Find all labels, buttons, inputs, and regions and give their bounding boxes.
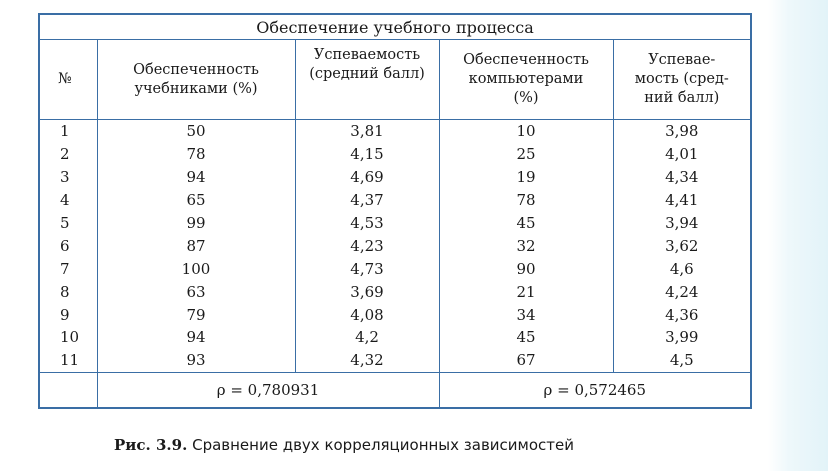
books-percent-cell: 99 — [97, 212, 295, 235]
performance-2-cell: 3,62 — [613, 234, 751, 257]
computers-percent-cell: 90 — [439, 257, 613, 280]
row-number-cell: 6 — [39, 234, 97, 257]
table-title: Обеспечение учебного процесса — [39, 14, 751, 40]
header-perf2-line: ний балл) — [644, 90, 720, 106]
table-container — [38, 13, 750, 409]
computers-percent-cell: 19 — [439, 166, 613, 189]
performance-1-cell: 4,15 — [295, 143, 439, 166]
header-computers-line: Обеспеченность — [463, 52, 589, 68]
table-row — [39, 303, 751, 326]
performance-2-cell: 4,41 — [613, 189, 751, 212]
performance-1-cell: 4,69 — [295, 166, 439, 189]
row-number-cell: 4 — [39, 189, 97, 212]
header-perf2-line: Успевае- — [648, 52, 716, 68]
computers-percent-cell: 21 — [439, 280, 613, 303]
performance-2-cell: 4,5 — [613, 349, 751, 372]
row-number-cell: 8 — [39, 280, 97, 303]
computers-percent-cell: 34 — [439, 303, 613, 326]
performance-2-cell: 4,01 — [613, 143, 751, 166]
table-row — [39, 257, 751, 280]
books-percent-cell: 94 — [97, 326, 295, 349]
computers-percent-cell: 32 — [439, 234, 613, 257]
computers-percent-cell: 45 — [439, 212, 613, 235]
performance-2-cell: 4,6 — [613, 257, 751, 280]
header-row — [39, 40, 751, 120]
books-percent-cell: 87 — [97, 234, 295, 257]
header-computers-line: (%) — [513, 90, 539, 106]
row-number-cell: 9 — [39, 303, 97, 326]
performance-1-cell: 4,73 — [295, 257, 439, 280]
table-row — [39, 234, 751, 257]
computers-percent-cell: 45 — [439, 326, 613, 349]
table-row — [39, 212, 751, 235]
row-number-cell: 11 — [39, 349, 97, 372]
books-percent-cell: 93 — [97, 349, 295, 372]
header-books-line: Обеспеченность — [133, 61, 259, 78]
books-percent-cell: 63 — [97, 280, 295, 303]
header-perf1-line: (средний балл) — [309, 66, 425, 82]
correlation-books: ρ = 0,780931 — [97, 372, 439, 408]
caption-text: Сравнение двух корреляционных зависимостей — [192, 436, 575, 454]
header-computers-line: компьютерами — [468, 71, 584, 87]
computers-percent-cell: 10 — [439, 120, 613, 143]
performance-1-cell: 3,69 — [295, 280, 439, 303]
performance-2-cell: 3,98 — [613, 120, 751, 143]
header-number: № — [39, 40, 97, 120]
performance-1-cell: 4,53 — [295, 212, 439, 235]
row-number-cell: 7 — [39, 257, 97, 280]
computers-percent-cell: 78 — [439, 189, 613, 212]
data-table — [38, 13, 752, 409]
correlation-empty-cell — [39, 372, 97, 408]
page-edge-tint — [768, 0, 828, 471]
books-percent-cell: 100 — [97, 257, 295, 280]
performance-1-cell: 4,32 — [295, 349, 439, 372]
performance-1-cell: 4,23 — [295, 234, 439, 257]
books-percent-cell: 65 — [97, 189, 295, 212]
row-number-cell: 3 — [39, 166, 97, 189]
table-row — [39, 166, 751, 189]
correlation-computers: ρ = 0,572465 — [439, 372, 751, 408]
performance-2-cell: 3,99 — [613, 326, 751, 349]
table-row — [39, 349, 751, 372]
caption-label: Рис. 3.9. — [114, 436, 188, 454]
header-books-line: учебниками (%) — [134, 80, 258, 97]
table-row — [39, 326, 751, 349]
header-perf2-line: мость (сред- — [634, 71, 729, 87]
performance-1-cell: 4,08 — [295, 303, 439, 326]
performance-2-cell: 4,34 — [613, 166, 751, 189]
header-performance-2 — [613, 40, 751, 120]
row-number-cell: 1 — [39, 120, 97, 143]
computers-percent-cell: 25 — [439, 143, 613, 166]
header-computers — [439, 40, 613, 120]
performance-1-cell: 4,2 — [295, 326, 439, 349]
performance-2-cell: 3,94 — [613, 212, 751, 235]
table-row — [39, 280, 751, 303]
table-row — [39, 143, 751, 166]
row-number-cell: 10 — [39, 326, 97, 349]
header-performance-1 — [295, 40, 439, 120]
performance-1-cell: 3,81 — [295, 120, 439, 143]
table-row — [39, 120, 751, 143]
header-books — [97, 40, 295, 120]
correlation-row — [39, 372, 751, 408]
figure-caption — [114, 436, 574, 454]
performance-2-cell: 4,36 — [613, 303, 751, 326]
header-perf1-line: Успеваемость — [313, 47, 421, 63]
row-number-cell: 2 — [39, 143, 97, 166]
table-row — [39, 189, 751, 212]
books-percent-cell: 50 — [97, 120, 295, 143]
books-percent-cell: 94 — [97, 166, 295, 189]
computers-percent-cell: 67 — [439, 349, 613, 372]
books-percent-cell: 78 — [97, 143, 295, 166]
books-percent-cell: 79 — [97, 303, 295, 326]
row-number-cell: 5 — [39, 212, 97, 235]
performance-1-cell: 4,37 — [295, 189, 439, 212]
performance-2-cell: 4,24 — [613, 280, 751, 303]
